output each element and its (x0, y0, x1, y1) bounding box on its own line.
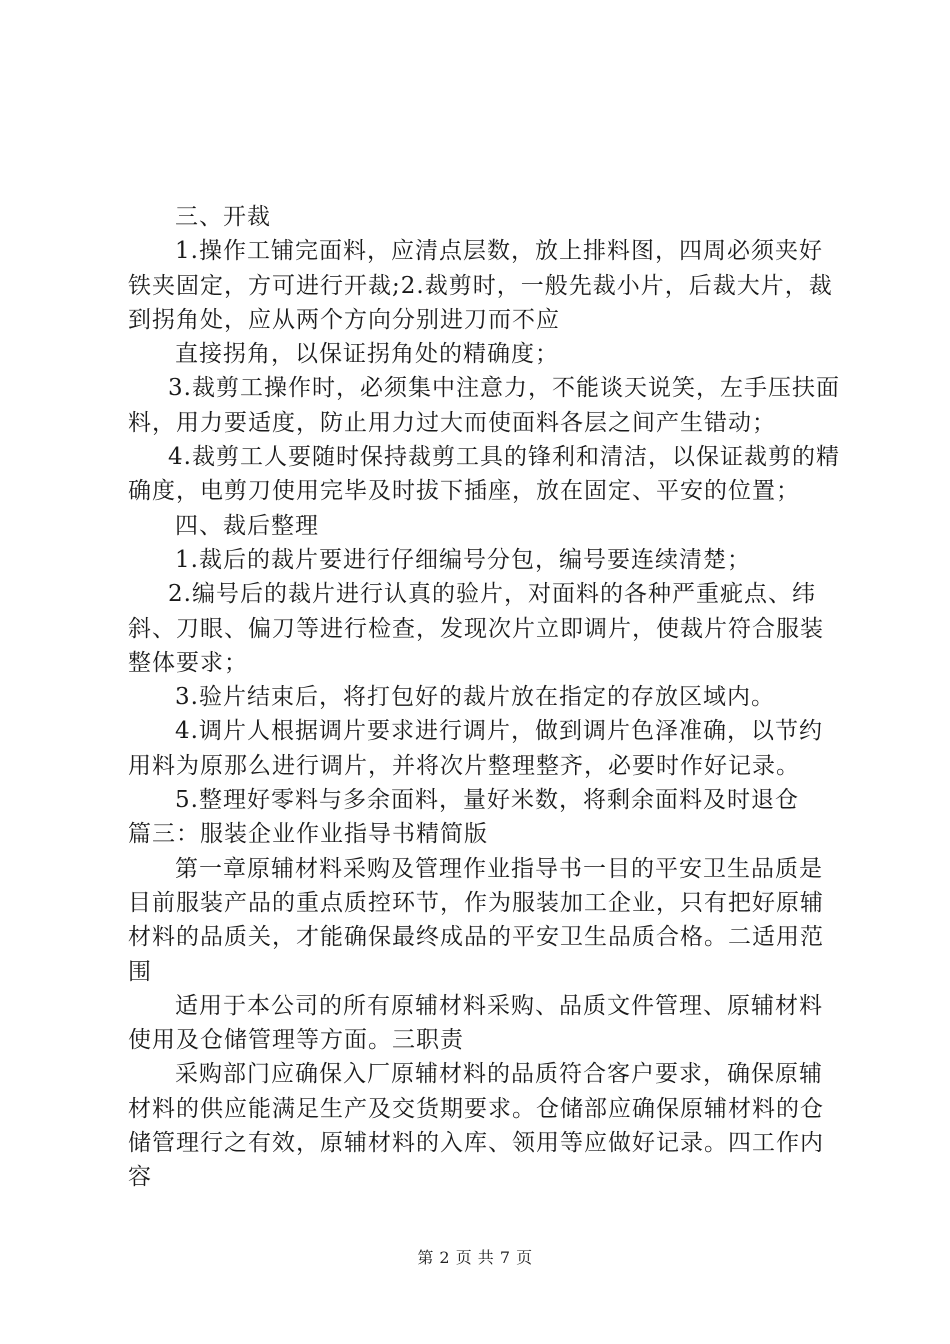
chapter-heading: 篇三：服装企业作业指导书精简版 (128, 821, 488, 848)
paragraph: 3.裁剪工操作时，必须集中注意力，不能谈天说笑，左手压扶面料，用力要适度，防止用力过大而使面料各层之间产生错动； (128, 375, 840, 436)
paragraph: 第一章原辅材料采购及管理作业指导书一目的平安卫生品质是目前服装产品的重点质控环节，作为服装加工企业，只有把好原辅材料的品质关，才能确保最终成品的平安卫生品质合格。二适用范围 (128, 855, 824, 985)
paragraph: 5.整理好零料与多余面料，量好米数，将剩余面料及时退仓 (175, 787, 799, 814)
paragraph: 1.操作工铺完面料，应清点层数，放上排料图，四周必须夹好铁夹固定，方可进行开裁;2.裁剪时，一般先裁小片，后裁大片，裁到拐角处，应从两个方向分别进刀而不应 (128, 238, 833, 333)
section-heading-cutting: 三、开裁 (175, 204, 271, 230)
paragraph: 4.调片人根据调片要求进行调片，做到调片色泽准确，以节约用料为原那么进行调片，并将次片整理整齐，必要时作好记录。 (128, 718, 823, 779)
paragraph: 采购部门应确保入厂原辅材料的品质符合客户要求，确保原辅材料的供应能满足生产及交货期要求。仓储部应确保原辅材料的仓储管理行之有效，原辅材料的入库、领用等应做好记录。四工作内容 (128, 1061, 824, 1191)
paragraph: 3.验片结束后，将打包好的裁片放在指定的存放区域内。 (175, 684, 775, 711)
paragraph: 2.编号后的裁片进行认真的验片，对面料的各种严重疵点、纬斜、刀眼、偏刀等进行检查，发现次片立即调片，使裁片符合服装整体要求； (128, 581, 824, 676)
paragraph: 1.裁后的裁片要进行仔细编号分包，编号要连续清楚； (175, 546, 751, 573)
page-footer: 第 2 页 共 7 页 (417, 1248, 533, 1267)
paragraph: 直接拐角，以保证拐角处的精确度； (175, 341, 559, 368)
paragraph: 适用于本公司的所有原辅材料采购、品质文件管理、原辅材料使用及仓储管理等方面。三职责 (128, 992, 823, 1054)
section-heading-post-cutting: 四、裁后整理 (175, 512, 319, 539)
paragraph: 4.裁剪工人要随时保持裁剪工具的锋利和清洁，以保证裁剪的精确度，电剪刀使用完毕及时拔下插座，放在固定、平安的位置； (128, 444, 840, 505)
document-body (128, 200, 840, 1195)
